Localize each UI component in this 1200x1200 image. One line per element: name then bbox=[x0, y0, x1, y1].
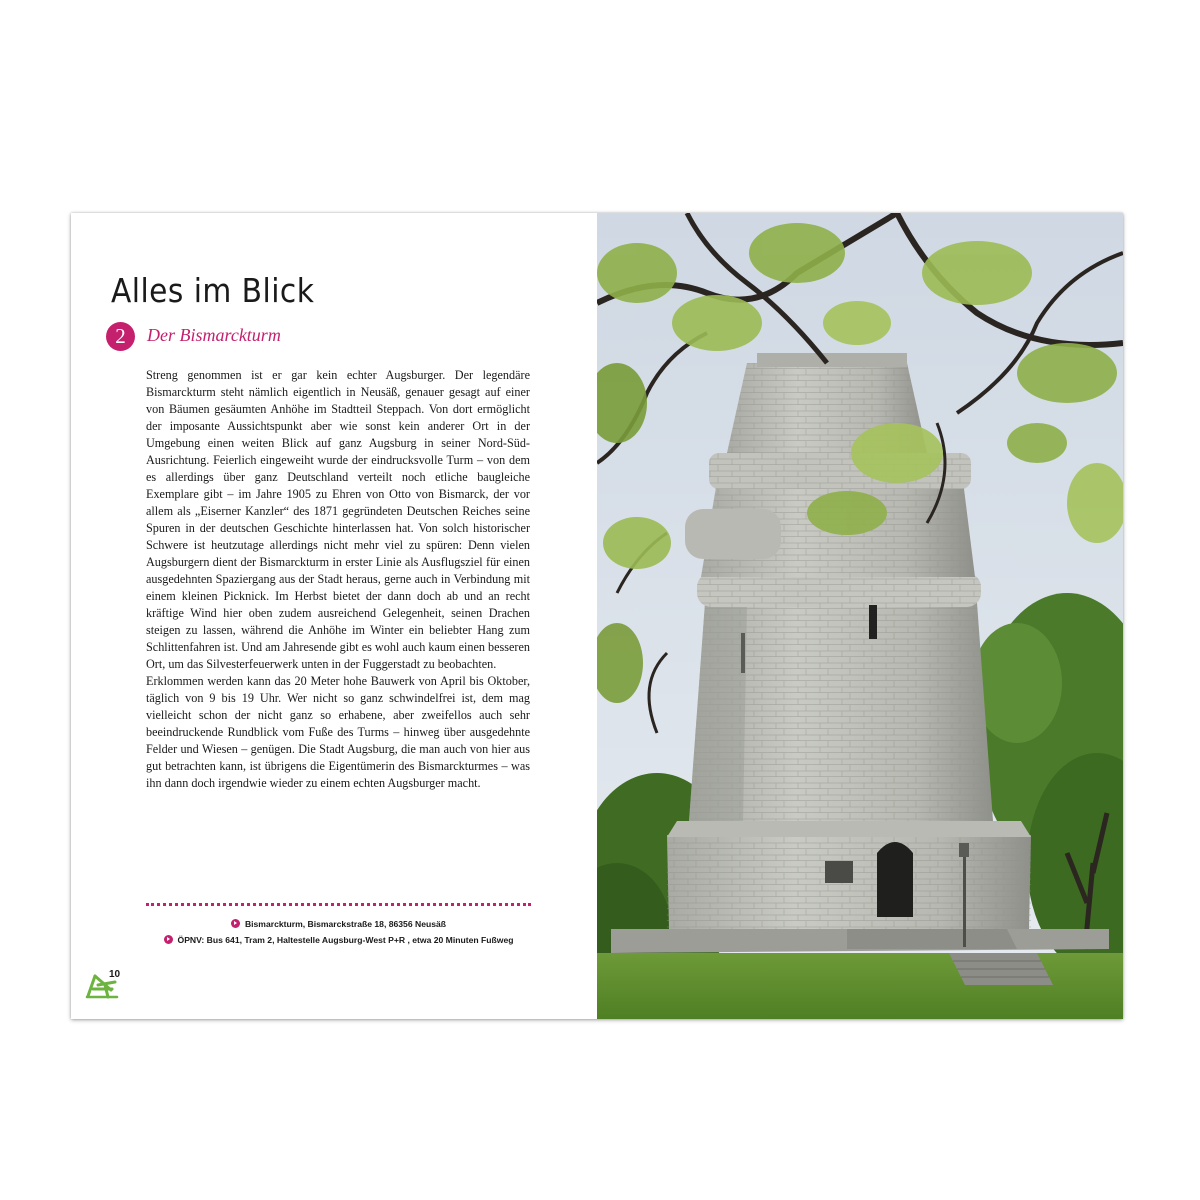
page-footer bbox=[85, 970, 125, 1000]
section-title: Der Bismarckturm bbox=[147, 325, 281, 345]
left-page bbox=[71, 213, 597, 1019]
bismarck-tower-photo bbox=[597, 213, 1123, 1019]
body-paragraph: Erklommen werden kann das 20 Meter hohe Bauwerk von April bis Oktober, täglich von 9 bis 19 Uhr. Wer nicht so ganz schwindelfrei ist, dem mag vielleicht schon der nicht ganz so erhabene, aber zweifellos auch sehr beeindruckende Rundblick vom Fuße des Turms – hinweg über ausgedehnte Felder und Wiesen – genügen. Die Stadt Augsburg, die man auch von hier aus gut betrachten kann, ist übrigens die Eigentümerin des Bismarckturmes – was ihn dann doch irgendwie wieder zu einem echten Augsburger macht. bbox=[146, 674, 530, 790]
book-spread bbox=[71, 213, 1123, 1019]
address-line bbox=[146, 916, 531, 932]
body-paragraph: Streng genommen ist er gar kein echter Augsburger. Der legendäre Bismarckturm steht nämlich eigentlich in Neusäß, genauer gesagt auf einer von Bäumen gesäumten Anhöhe im Stadtteil Steppach. Von dort ermöglicht der imposante Aussichtspunkt aber wie sonst kein anderer Ort in der Umgebung einen weiten Blick auf ganz Augsburg in seiner Nord-Süd-Ausrichtung. Feierlich eingeweiht wurde der eindrucksvolle Turm – von dem es allerdings über ganz Deutschland verteilt noch etliche baugleiche Exemplare gibt – im Jahre 1905 zu Ehren von Otto von Bismarck, der vor allem als „Eiserner Kanzler“ des 1871 gegründeten Deutschen Reiches seine Spuren in der deutschen Geschichte hinterlassen hat. Von solch historischer Schwere ist heutzutage allerdings nicht mehr viel zu spüren: Denn vielen Augsburgern dient der Bismarckturm in erster Linie als Ausflugsziel für einen ausgedehnten Spaziergang aus der Stadt heraus, gerne auch in Verbindung mit einem kleinen Picknick. Im Herbst bietet der dann doch ab und an recht kräftige Wind hier oben zudem ausreichend Gelegenheit, seinen Drachen steigen zu lassen, während die Anhöhe im Winter ein beliebter Hang zum Schlittenfahren ist. Und am Jahresende gibt es wohl auch kaum einen besseren Ort, um das Silvesterfeuerwerk unten in der Fuggerstadt zu beobachten. bbox=[146, 368, 530, 671]
transit-text: ÖPNV: Bus 641, Tram 2, Haltestelle Augsburg-West P+R , etwa 20 Minuten Fußweg bbox=[177, 935, 514, 945]
chapter-title: Alles im Blick bbox=[111, 271, 315, 310]
info-box bbox=[146, 916, 531, 948]
address-text: Bismarckturm, Bismarckstraße 18, 86356 Neusäß bbox=[244, 919, 447, 929]
play-bullet-icon bbox=[231, 919, 240, 928]
dotted-divider bbox=[146, 903, 531, 906]
section-number-badge: 2 bbox=[106, 322, 135, 351]
transit-line bbox=[146, 932, 531, 948]
grass-lawn bbox=[597, 953, 1123, 1019]
play-bullet-icon bbox=[164, 935, 173, 944]
body-text bbox=[146, 367, 530, 792]
right-page bbox=[597, 213, 1123, 1019]
page-number: 10 bbox=[109, 969, 121, 980]
